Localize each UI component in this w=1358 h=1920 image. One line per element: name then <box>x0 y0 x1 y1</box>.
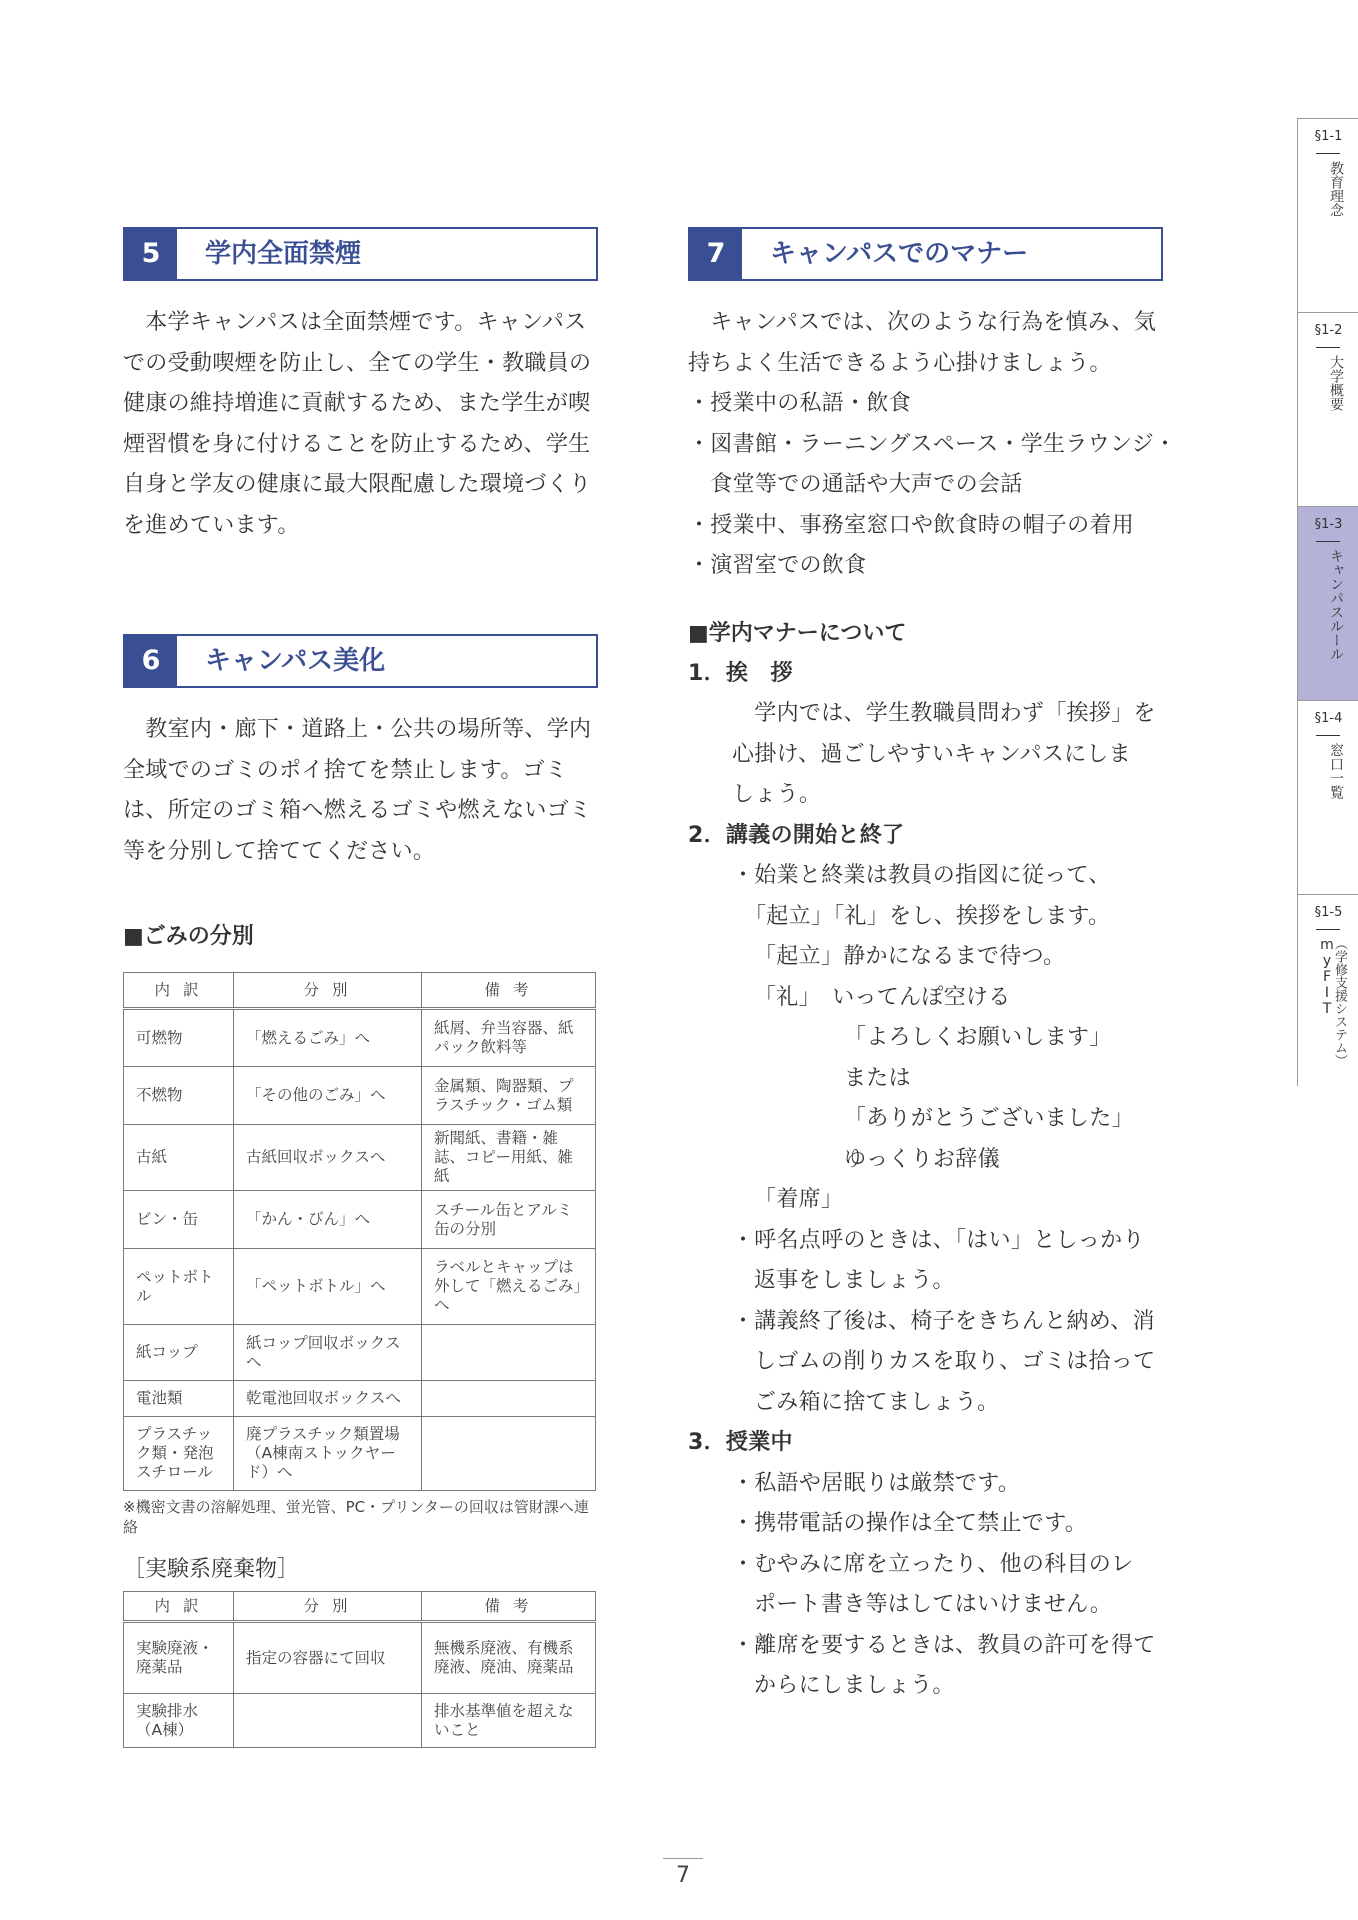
manners-subheading: 2．講義の開始と終了 <box>688 822 905 848</box>
section-5-line: 自身と学友の健康に最大限配慮した環境づくり <box>123 472 592 497</box>
manners-line: または <box>844 1065 911 1091</box>
tab-code: §1-5 <box>1314 905 1343 920</box>
tab-rule <box>1316 153 1340 154</box>
section-6-number: 6 <box>125 636 177 686</box>
table-row <box>124 1191 596 1249</box>
table-cell: 乾電池回収ボックスへ <box>234 1381 422 1417</box>
lab-waste-heading: ［実験系廃棄物］ <box>123 1557 300 1582</box>
table-cell: プラスチック類・発泡スチロール <box>124 1417 234 1491</box>
table-cell: 「ペットボトル」へ <box>234 1249 422 1325</box>
table-header-row <box>124 1592 596 1622</box>
section-7-title: キャンパスでのマナー <box>770 239 1029 269</box>
tab-label: myFIT <box>1319 937 1335 1017</box>
manners-subheading: 1．挨 拶 <box>688 660 793 686</box>
manners-line: ・講義終了後は、椅子をきちんと納め、消 <box>732 1308 1155 1334</box>
section-tabs <box>1297 118 1358 1086</box>
manners-line: ・携帯電話の操作は全て禁止です。 <box>732 1511 1088 1536</box>
table-cell: 金属類、陶器類、プラスチック・ゴム類 <box>422 1067 596 1125</box>
manners-line: 「着席」 <box>754 1187 844 1212</box>
section-5-line: 健康の維持増進に貢献するため、また学生が喫 <box>123 391 591 416</box>
column-header: 分 別 <box>234 1592 422 1622</box>
tab-section-1-4[interactable] <box>1298 700 1358 894</box>
manners-line: 返事をしましょう。 <box>754 1268 955 1293</box>
table-cell <box>422 1417 596 1491</box>
tab-code: §1-3 <box>1314 517 1343 532</box>
section-6-line: 教室内・廊下・道路上・公共の場所等、学内 <box>123 717 592 742</box>
table-row <box>124 1622 596 1694</box>
lab-waste-table <box>123 1591 596 1748</box>
section-5-line: 煙習慣を身に付けることを防止するため、学生 <box>123 431 591 457</box>
column-header: 分 別 <box>234 973 422 1009</box>
section-5-line: 本学キャンパスは全面禁煙です。キャンパス <box>123 310 587 335</box>
trash-note: ※機密文書の溶解処理、蛍光管、PC・プリンターの回収は管財課へ連絡 <box>123 1498 589 1536</box>
campus-manners-list <box>688 659 1163 1719</box>
manners-line: ・始業と終業は教員の指図に従って、 <box>732 863 1111 888</box>
tab-code: §1-4 <box>1314 711 1343 726</box>
table-header-row <box>124 973 596 1009</box>
section-7-line: ・授業中、事務室窓口や飲食時の帽子の着用 <box>688 512 1135 538</box>
table-cell: 指定の容器にて回収 <box>234 1622 422 1694</box>
tab-section-1-3[interactable] <box>1298 506 1358 700</box>
table-cell <box>422 1325 596 1381</box>
manners-line: 「起立」静かになるまで待つ。 <box>754 944 1066 969</box>
table-cell: 「その他のごみ」へ <box>234 1067 422 1125</box>
section-5-line: を進めています。 <box>123 512 300 538</box>
manners-line: ・私語や居眠りは厳禁です。 <box>732 1470 1021 1496</box>
page-number-rule <box>663 1858 703 1859</box>
section-6-line: 等を分別して捨ててください。 <box>123 838 436 864</box>
tab-section-1-2[interactable] <box>1298 312 1358 506</box>
table-cell: 電池類 <box>124 1381 234 1417</box>
table-row <box>124 1417 596 1491</box>
table-cell: 無機系廃液、有機系廃液、廃油、廃薬品 <box>422 1622 596 1694</box>
tab-label: 教育理念 <box>1328 161 1344 217</box>
table-cell: スチール缶とアルミ缶の分別 <box>422 1191 596 1249</box>
manners-line: しゴムの削りカスを取り、ゴミは拾って <box>754 1349 1156 1374</box>
table-row <box>124 1067 596 1125</box>
trash-sorting-table <box>123 972 596 1491</box>
table-cell: 排水基準値を超えないこと <box>422 1694 596 1748</box>
tab-rule <box>1316 735 1340 736</box>
manners-line: 心掛け、過ごしやすいキャンパスにしま <box>732 741 1131 767</box>
section-7-line: ・授業中の私語・飲食 <box>688 391 912 416</box>
section-6-line: は、所定のゴミ箱へ燃えるゴミや燃えないゴミ <box>123 798 592 823</box>
section-6-title: キャンパス美化 <box>205 646 386 676</box>
section-7-line: 食堂等での通話や大声での会話 <box>688 472 1023 497</box>
table-row <box>124 1249 596 1325</box>
table-cell: ラベルとキャップは外して「燃えるごみ」へ <box>422 1249 596 1325</box>
tab-code: §1-2 <box>1314 323 1343 338</box>
table-cell: 新聞紙、書籍・雑誌、コピー用紙、雑紙 <box>422 1125 596 1191</box>
tab-rule <box>1316 541 1340 542</box>
table-row <box>124 1694 596 1748</box>
manners-line: ごみ箱に捨てましょう。 <box>754 1389 1000 1415</box>
section-7-line: ・図書館・ラーニングスペース・学生ラウンジ・ <box>688 431 1177 457</box>
table-cell: ビン・缶 <box>124 1191 234 1249</box>
column-header: 内 訳 <box>124 973 234 1009</box>
tab-label: 大学概要 <box>1328 355 1344 411</box>
section-5-body <box>123 303 598 546</box>
manners-line: ゆっくりお辞儀 <box>844 1146 1000 1172</box>
manners-line: からにしましょう。 <box>754 1673 955 1698</box>
section-7-header <box>688 227 1163 281</box>
column-header: 内 訳 <box>124 1592 234 1622</box>
manners-line: ・離席を要するときは、教員の許可を得て <box>732 1632 1156 1658</box>
section-5-header <box>123 227 598 281</box>
section-7-number: 7 <box>690 229 742 279</box>
table-row <box>124 1381 596 1417</box>
column-header: 備 考 <box>422 1592 596 1622</box>
manners-line: 学内では、学生教職員問わず「挨拶」を <box>732 701 1156 726</box>
table-cell: 廃プラスチック類置場（A棟南ストックヤード）へ <box>234 1417 422 1491</box>
tab-code: §1-1 <box>1314 129 1343 144</box>
table-cell: 紙屑、弁当容器、紙パック飲料等 <box>422 1009 596 1067</box>
tab-label-sub: （学修支援システム） <box>1332 937 1347 1067</box>
table-cell <box>422 1381 596 1417</box>
table-cell: 「燃えるごみ」へ <box>234 1009 422 1067</box>
section-7-line: ・演習室での飲食 <box>688 553 867 578</box>
table-cell: 可燃物 <box>124 1009 234 1067</box>
section-7-line: キャンパスでは、次のような行為を慎み、気 <box>688 310 1157 335</box>
table-cell: ペットボトル <box>124 1249 234 1325</box>
tab-label: 窓口一覧 <box>1328 743 1344 799</box>
tab-section-1-1[interactable] <box>1298 118 1358 312</box>
table-cell: 「かん・びん」へ <box>234 1191 422 1249</box>
section-6-body <box>123 710 598 872</box>
section-6-header <box>123 634 598 688</box>
section-6-line: 全域でのゴミのポイ捨てを禁止します。ゴミ <box>123 757 568 783</box>
manners-line: ポート書き等はしてはいけません。 <box>754 1592 1113 1617</box>
tab-section-1-5[interactable] <box>1298 894 1358 1086</box>
manners-line: しょう。 <box>732 782 822 807</box>
table-cell: 実験廃液・廃薬品 <box>124 1622 234 1694</box>
manners-line: 「ありがとうございました」 <box>844 1106 1134 1131</box>
campus-manners-heading: ■学内マナーについて <box>688 620 907 646</box>
trash-sorting-heading: ■ごみの分別 <box>123 924 254 949</box>
left-column <box>123 227 598 1748</box>
tab-rule <box>1316 347 1340 348</box>
section-5-line: での受動喫煙を防止し、全ての学生・教職員の <box>123 350 592 376</box>
manners-subheading: 3．授業中 <box>688 1430 793 1455</box>
column-header: 備 考 <box>422 973 596 1009</box>
right-column <box>688 227 1177 1719</box>
section-5-number: 5 <box>125 229 177 279</box>
tab-rule <box>1316 929 1340 930</box>
page-number: 7 <box>676 1863 690 1888</box>
manners-line: 「よろしくお願いします」 <box>844 1025 1112 1050</box>
table-cell: 紙コップ回収ボックスへ <box>234 1325 422 1381</box>
section-7-line: 持ちよく生活できるよう心掛けましょう。 <box>688 350 1112 376</box>
table-cell: 不燃物 <box>124 1067 234 1125</box>
table-cell: 古紙回収ボックスへ <box>234 1125 422 1191</box>
manners-line: 「起立」「礼」をし、挨拶をします。 <box>744 903 1111 929</box>
table-row <box>124 1125 596 1191</box>
table-cell: 紙コップ <box>124 1325 234 1381</box>
section-5-title: 学内全面禁煙 <box>205 239 362 269</box>
manners-line: ・むやみに席を立ったり、他の科目のレ <box>732 1551 1134 1577</box>
table-cell: 古紙 <box>124 1125 234 1191</box>
section-7-body <box>688 303 1177 587</box>
table-row <box>124 1325 596 1381</box>
manners-line: 「礼」 いってんぽ空ける <box>754 984 1011 1010</box>
table-row <box>124 1009 596 1067</box>
manners-line: ・呼名点呼のときは、「はい」としっかり <box>732 1227 1145 1253</box>
table-cell: 実験排水（A棟） <box>124 1694 234 1748</box>
table-cell <box>234 1694 422 1748</box>
tab-label: キャンパスルール <box>1328 549 1344 661</box>
